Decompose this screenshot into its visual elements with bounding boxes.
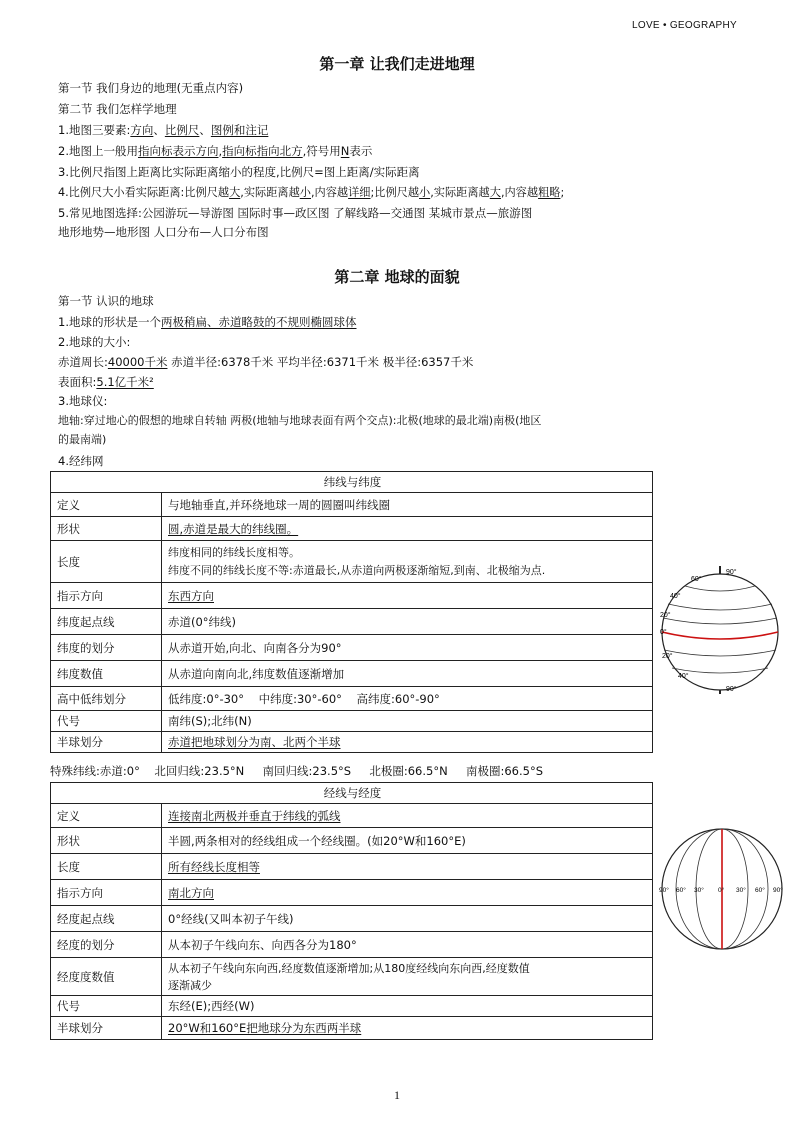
table-value-line: 纬度不同的纬线长度不等:赤道最长,从赤道向两极逐渐缩短,到南、北极缩为点. [168,563,546,577]
latitude-line-60n [685,586,755,591]
longitude-globe-figure [652,826,792,956]
text: ,实际距离越 [240,186,300,199]
table-value-text: 赤道把地球划分为南、北两个半球 [168,735,341,749]
table-key: 经度度数值 [51,958,162,996]
longitude-table [50,782,653,1040]
equator-line [662,632,778,639]
keyword: 指向标指向北方 [222,144,303,158]
text: ,符号用 [302,144,341,158]
table-key: 高中低纬划分 [51,687,162,711]
table-key: 定义 [51,804,162,828]
table-value: 从赤道向南向北,纬度数值逐渐增加 [162,661,653,687]
ch1-section-2: 第二节 我们怎样学地理 [58,102,177,116]
keyword: 详细 [348,186,371,199]
table-value [162,583,653,609]
keyword: N [340,144,350,158]
text: 赤道半径:6378千米 平均半径:6371千米 极半径:6357千米 [167,355,474,369]
figure-label: 90° [773,887,783,894]
table-value [162,804,653,828]
longitude-table-caption: 经线与经度 [51,783,653,804]
ch2-point-3: 3.地球仪: [58,394,108,408]
table-value: 赤道(0°纬线) [162,609,653,635]
ch1-point-4 [58,185,564,201]
keyword: 两极稍扁、赤道略鼓的不规则椭圆球体 [160,315,357,329]
ch2-axis-desc: 地轴:穿过地心的假想的地球自转轴 两极(地轴与地球表面有两个交点):北极(地球的最北端)南极(地区 [58,414,542,427]
figure-label: 90° [726,686,737,693]
text: , [218,144,223,158]
keyword: 大 [229,186,241,199]
table-key: 长度 [51,541,162,583]
latitude-globe-figure [656,564,786,694]
table-key: 代号 [51,711,162,732]
text: 表面积: [58,375,97,389]
text: 表示 [349,144,373,158]
table-value-text: 所有经线长度相等 [168,859,260,874]
table-key: 指示方向 [51,880,162,906]
ch1-point-5-cont: 地形地势—地形图 人口分布—人口分布图 [58,225,269,239]
page-header: LOVE • GEOGRAPHY [632,20,737,31]
ch1-point-3: 3.比例尺指图上距离比实际距离缩小的程度,比例尺=图上距离/实际距离 [58,165,420,179]
figure-label: 0° [718,887,725,894]
ch2-surface-area [58,374,154,390]
table-value: 东经(E);西经(W) [162,996,653,1017]
table-value: 南纬(S);北纬(N) [162,711,653,732]
figure-label: 30° [694,887,704,894]
table-key: 半球划分 [51,1017,162,1040]
table-value [162,1017,653,1040]
ch2-point-2: 2.地球的大小: [58,335,131,349]
ch1-point-2 [58,143,372,159]
table-key: 定义 [51,493,162,517]
ch2-section-1: 第一节 认识的地球 [58,294,154,308]
table-value [162,880,653,906]
table-value-text: 连接南北两极并垂直于纬线的弧线 [168,808,341,823]
text: ;比例尺越 [370,186,420,199]
table-key: 长度 [51,854,162,880]
ch2-point-1 [58,314,356,330]
table-value-line: 从本初子午线向东向西,经度数值逐渐增加;从180度经线向东向西,经度数值 [168,961,530,975]
text: ,实际距离越 [430,186,490,199]
keyword: 小 [299,186,311,199]
table-key: 指示方向 [51,583,162,609]
text: 2.地图上一般用 [58,144,138,158]
table-key: 半球划分 [51,732,162,753]
latitude-line-20n [663,618,777,624]
table-key: 形状 [51,828,162,854]
latitude-line-20s [664,650,776,656]
table-value-line: 纬度相同的纬线长度相等。 [168,545,300,559]
text: ; [560,186,565,199]
table-value [162,541,653,583]
text: 1.地球的形状是一个 [58,315,161,329]
table-key: 纬度起点线 [51,609,162,635]
ch1-section-1: 第一节 我们身边的地理(无重点内容) [58,81,244,95]
figure-label: 30° [736,887,746,894]
text: 赤道周长: [58,355,108,369]
figure-label: 90° [726,569,737,576]
table-value: 从本初子午线向东、向西各分为180° [162,932,653,958]
chapter-1-title: 第一章 让我们走进地理 [319,55,475,73]
keyword: 方向 [130,123,154,137]
ch1-point-5: 5.常见地图选择:公园游玩—导游图 国际时事—政区图 了解线路—交通图 某城市景点—旅游图 [58,206,533,220]
chapter-2-title: 第二章 地球的面貌 [334,268,460,286]
figure-label: 0° [660,629,667,636]
text: ,内容越 [500,186,539,199]
ch2-axis-desc-cont: 的最南端) [58,433,107,446]
table-key: 纬度的划分 [51,635,162,661]
table-value-text: 东西方向 [168,588,214,603]
figure-label: 20° [660,612,671,619]
latitude-table-caption: 纬线与纬度 [51,472,653,493]
special-latitudes: 特殊纬线:赤道:0° 北回归线:23.5°N 南回归线:23.5°S 北极圈:66.5°N 南极圈:66.5°S [50,764,543,778]
figure-label: 90° [659,887,669,894]
keyword: 比例尺 [164,123,200,137]
table-key: 代号 [51,996,162,1017]
table-key: 形状 [51,517,162,541]
table-value: 与地轴垂直,并环绕地球一周的圆圈叫纬线圈 [162,493,653,517]
keyword: 指向标表示方向 [137,144,219,158]
page-number: 1 [394,1088,400,1102]
table-value-text: 20°W和160°E把地球分为东西两半球 [168,1021,362,1035]
table-value [162,517,653,541]
keyword: 图例和注记 [210,123,269,137]
ch2-point-4: 4.经纬网 [58,454,104,468]
figure-label: 20° [662,653,673,660]
table-value: 低纬度:0°-30° 中纬度:30°-60° 高纬度:60°-90° [162,687,653,711]
table-value [162,854,653,880]
keyword: 大 [489,186,501,199]
text: 、 [153,123,165,137]
table-value-line: 逐渐减少 [168,978,212,992]
text: ,内容越 [310,186,349,199]
keyword: 5.1亿千米² [96,375,154,389]
table-key: 经度起点线 [51,906,162,932]
ch1-point-1 [58,122,268,138]
text: 4.比例尺大小看实际距离:比例尺越 [58,186,230,199]
figure-label: 60° [691,576,702,583]
latitude-line-40n [668,604,772,610]
keyword: 小 [419,186,431,199]
figure-label: 60° [755,887,765,894]
table-value: 半圆,两条相对的经线组成一个经线圈。(如20°W和160°E) [162,828,653,854]
ch2-earth-size [58,354,473,370]
table-value: 从赤道开始,向北、向南各分为90° [162,635,653,661]
figure-label: 40° [670,593,681,600]
keyword: 粗略 [538,186,561,199]
table-value-text: 南北方向 [168,885,214,900]
figure-label: 60° [676,887,686,894]
table-value [162,958,653,996]
text: 1.地图三要素: [58,123,131,137]
figure-label: 40° [678,673,689,680]
latitude-table [50,471,653,753]
table-value: 0°经线(又叫本初子午线) [162,906,653,932]
table-key: 经度的划分 [51,932,162,958]
table-key: 纬度数值 [51,661,162,687]
keyword: 40000千米 [107,355,168,369]
text: 、 [199,123,211,137]
table-value [162,732,653,753]
table-value-text: 圆,赤道是最大的纬线圈。 [168,521,299,536]
